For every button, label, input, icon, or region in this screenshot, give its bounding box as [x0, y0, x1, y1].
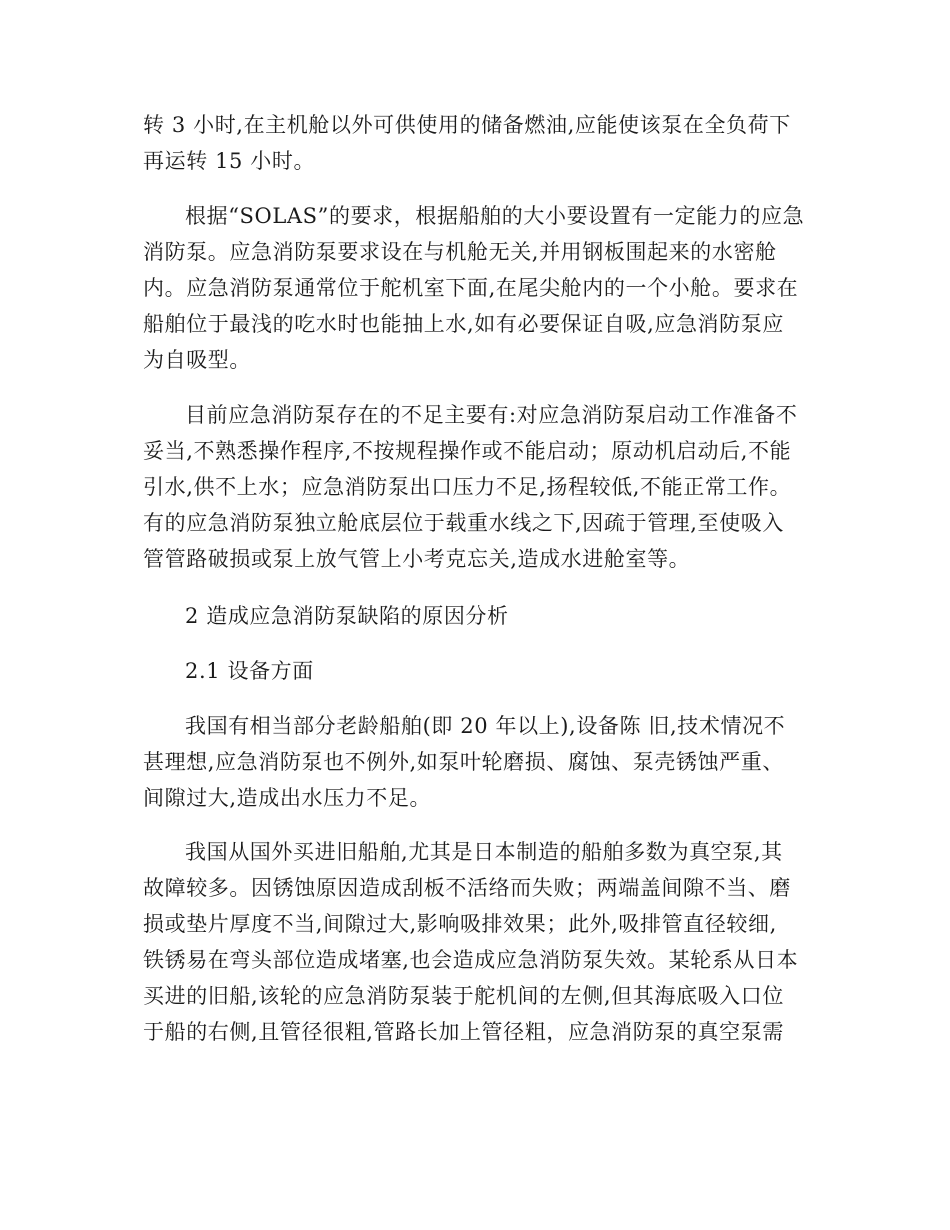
text-line: 间隙过大,造成出水压力不足。	[143, 786, 432, 810]
text-line: 有的应急消防泵独立舱底层位于载重水线之下,因疏于管理,至使吸入	[143, 511, 784, 535]
text-line: 甚理想,应急消防泵也不例外,如泵叶轮磨损、腐蚀、泵壳锈蚀严重、	[143, 750, 784, 774]
text-line: 买进的旧船,该轮的应急消防泵装于舵机间的左侧,但其海底吸入口位	[143, 984, 784, 1008]
text-line: 故障较多。因锈蚀原因造成刮板不活络而失败；两端盖间隙不当、磨	[143, 876, 791, 900]
text-line: 转 3 小时,在主机舱以外可供使用的储备燃油,应能使该泵在全负荷下	[143, 113, 791, 137]
text-line: 妥当,不熟悉操作程序,不按规程操作或不能启动；原动机启动后,不能	[143, 439, 792, 463]
subsection-heading: 2.1 设备方面	[185, 659, 314, 683]
text-line: 于船的右侧,且管径很粗,管路长加上管径粗，应急消防泵的真空泵需	[143, 1020, 784, 1044]
text-line: 内。应急消防泵通常位于舵机室下面,在尾尖舱内的一个小舱。要求在	[143, 276, 799, 300]
paragraph-start-line: 目前应急消防泵存在的不足主要有:对应急消防泵启动工作准备不	[185, 403, 798, 427]
text-line: 损或垫片厚度不当,间隙过大,影响吸排效果；此外,吸排管直径较细,	[143, 912, 777, 936]
text-line: 消防泵。应急消防泵要求设在与机舱无关,并用钢板围起来的水密舱	[143, 240, 777, 264]
paragraph-start-line: 我国从国外买进旧船舶,尤其是日本制造的船舶多数为真空泵,其	[185, 840, 783, 864]
text-line: 引水,供不上水；应急消防泵出口压力不足,扬程较低,不能正常工作。	[143, 475, 792, 499]
section-heading: 2 造成应急消防泵缺陷的原因分析	[185, 604, 509, 628]
paragraph-start-line: 我国有相当部分老龄船舶(即 20 年以上),设备陈 旧,技术情况不	[185, 714, 786, 738]
text-line: 再运转 15 小时。	[143, 149, 316, 173]
paragraph-start-line: 根据“SOLAS”的要求，根据船舶的大小要设置有一定能力的应急	[185, 204, 805, 228]
text-line: 管管路破损或泵上放气管上小考克忘关,造成水进舱室等。	[143, 547, 691, 571]
text-line: 船舶位于最浅的吃水时也能抽上水,如有必要保证自吸,应急消防泵应	[143, 312, 784, 336]
text-line: 为自吸型。	[143, 348, 251, 372]
text-line: 铁锈易在弯头部位造成堵塞,也会造成应急消防泵失效。某轮系从日本	[143, 948, 799, 972]
